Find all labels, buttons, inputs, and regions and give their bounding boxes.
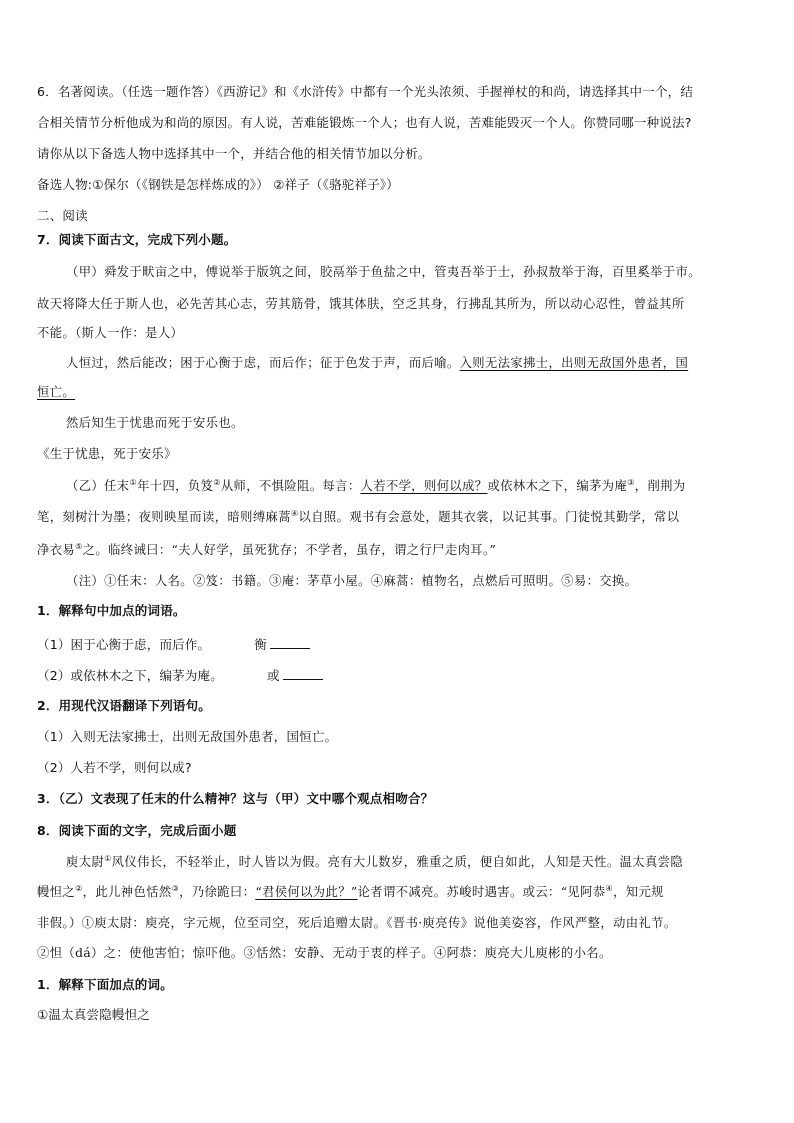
passage-yi-text: 年十四，负笈	[137, 479, 214, 493]
target-word: 或	[266, 668, 280, 683]
footnote-marker: ②	[75, 883, 83, 893]
q8-intro: 8．阅读下面的文字，完成后面小题	[37, 823, 237, 838]
passage-jia-source: 《生于忧患，死于安乐》	[37, 446, 177, 461]
q7-sub1-title: 1．解释句中加点的词语。	[37, 603, 186, 618]
q8-passage-text: 风仪伟长，不轻举止，时人皆以为假。亮有大儿数岁，雅重之质，便自如此，人知是天性。温太真尝隐	[111, 855, 684, 869]
item-text: （2）或依林木之下，编茅为庵。	[37, 668, 223, 683]
q6-line-2: 合相关情节分析他成为和尚的原因。有人说，苦难能锻炼一个人；也有人说，苦难能毁灭一个人。你赞同哪一种说法?	[37, 115, 692, 130]
q8-passage-text: ，此儿神色恬然	[82, 885, 172, 899]
footnote-marker: ①	[129, 477, 138, 487]
passage-yi-line-2	[37, 509, 679, 525]
q8-passage-text: 论者谓不减亮。苏峻时遇害。或云：“见阿恭	[357, 885, 606, 899]
passage-jia-line-6: 然后知生于忧患而死于安乐也。	[66, 416, 244, 430]
passage-yi-line-1	[66, 478, 686, 494]
underlined-sentence: 人若不学，则何以成？	[360, 479, 488, 493]
q7-sub2-item-1: （1）入则无法家拂士，出则无敌国外患者，国恒亡。	[37, 729, 338, 744]
passage-jia-line-2: 故天将降大任于斯人也，必先苦其心志，劳其筋骨，饿其体肤，空乏其身，行拂乱其所为，所以动心忍性，曾益其所	[37, 297, 685, 311]
passage-yi-line-3	[37, 542, 496, 558]
footnote-marker: ③	[627, 477, 635, 487]
footnote-marker: ②	[213, 477, 221, 487]
passage-yi-text: 笔，刻树汁为墨；夜则映星而读，暗则缚麻蒿	[37, 510, 291, 524]
passage-yi-text: ，削荆为	[634, 479, 686, 493]
q8-passage-line-2	[37, 884, 664, 900]
footnote-marker: ④	[290, 508, 299, 518]
passage-jia-line-3: 不能。（斯人一作：是人）	[37, 326, 184, 340]
footnote-marker: ⑤	[75, 541, 83, 551]
passage-yi-text: 从师，不惧险阻。每言：	[220, 479, 361, 493]
q7-sub3-title: 3．（乙）文表现了任末的什么精神？这与（甲）文中哪个观点相吻合？	[37, 791, 434, 806]
passage-yi-text: （乙）任末	[66, 479, 130, 493]
section-title: 二、阅读	[37, 208, 88, 223]
q8-passage-line-4: ②怛（dá）之：使他害怕；惊吓他。③恬然：安静、无动于衷的样子。④阿恭：庾亮大儿庾彬的小名。	[37, 946, 612, 960]
q6-line-3: 请你从以下备选人物中选择其中一个，并结合他的相关情节加以分析。	[37, 146, 431, 161]
q7-intro: 7．阅读下面古文，完成下列小题。	[37, 232, 237, 247]
passage-yi-text: 净衣易	[37, 543, 76, 557]
footnote-marker: ④	[605, 883, 614, 893]
q8-passage-text: ，乃徐跪曰：	[179, 885, 256, 899]
passage-yi-text: 之。临终诫曰：“夫人好学，虽死犹存；不学者，虽存，谓之行尸走肉耳。”	[82, 543, 497, 557]
q8-sub1-title: 1．解释下面加点的词。	[37, 977, 173, 992]
answer-blank[interactable]	[283, 667, 323, 680]
passage-jia-line-4	[66, 355, 688, 371]
footnote-marker: ①	[104, 853, 112, 863]
q8-passage-text: 幔怛之	[37, 885, 76, 899]
footnote-marker: ③	[171, 883, 180, 893]
q8-passage-text: 庾太尉	[66, 855, 105, 869]
q8-passage-text: ，知元规	[613, 885, 664, 899]
passage-yi-text: 以自照。观书有会意处，题其衣裳，以记其事。门徒悦其勤学，常以	[298, 510, 680, 524]
item-text: （1）困于心衡于虑，而后作。	[37, 637, 211, 652]
q7-sub2-title: 2．用现代汉语翻译下列语句。	[37, 698, 211, 713]
q8-passage-line-3: 非假。）①庾太尉：庾亮，字元规，位至司空，死后追赠太尉。《晋书·庾亮传》说他美姿容，作风严整，动由礼节。	[37, 916, 677, 930]
q7-sub1-item-1	[37, 636, 310, 653]
underlined-sentence: 入则无法家拂士，出则无敌国外患者，国	[459, 356, 689, 370]
passage-yi-notes: （注）①任末：人名。②笈：书籍。③庵：茅草小屋。④麻蒿：植物名，点燃后可照明。⑤易：交换。	[66, 574, 638, 588]
answer-blank[interactable]	[270, 636, 310, 649]
q8-sub1-item-1: ①温太真尝隐幔怛之	[37, 1007, 151, 1022]
q6-line-1: 6．名著阅读。（任选一题作答）《西游记》和《水浒传》中都有一个光头浓须、手握禅杖的和尚，请选择其中一个，结	[37, 84, 694, 99]
target-word: 衡	[254, 637, 267, 652]
passage-yi-text: 或依林木之下，编茅为庵	[487, 479, 628, 493]
q8-passage-line-1	[66, 854, 683, 870]
underlined-sentence: “君侯何以为此？”	[255, 885, 358, 899]
passage-jia-line-5	[37, 384, 75, 400]
q6-candidates: 备选人物:①保尔（《钢铁是怎样炼成的》） ②祥子（《骆驼祥子》）	[37, 177, 399, 192]
passage-jia-line-4-text: 人恒过，然后能改；困于心衡于虑，而后作；征于色发于声，而后喻。	[66, 356, 460, 370]
underlined-sentence-end: 恒亡。	[37, 385, 76, 399]
q7-sub1-item-2	[37, 667, 323, 684]
q7-sub2-item-2: （2）人若不学，则何以成?	[37, 760, 192, 775]
passage-jia-line-1: （甲）舜发于畎亩之中，傅说举于版筑之间，胶鬲举于鱼盐之中，管夷吾举于士，孙叔敖举于海，百里奚举于市。	[66, 265, 701, 279]
